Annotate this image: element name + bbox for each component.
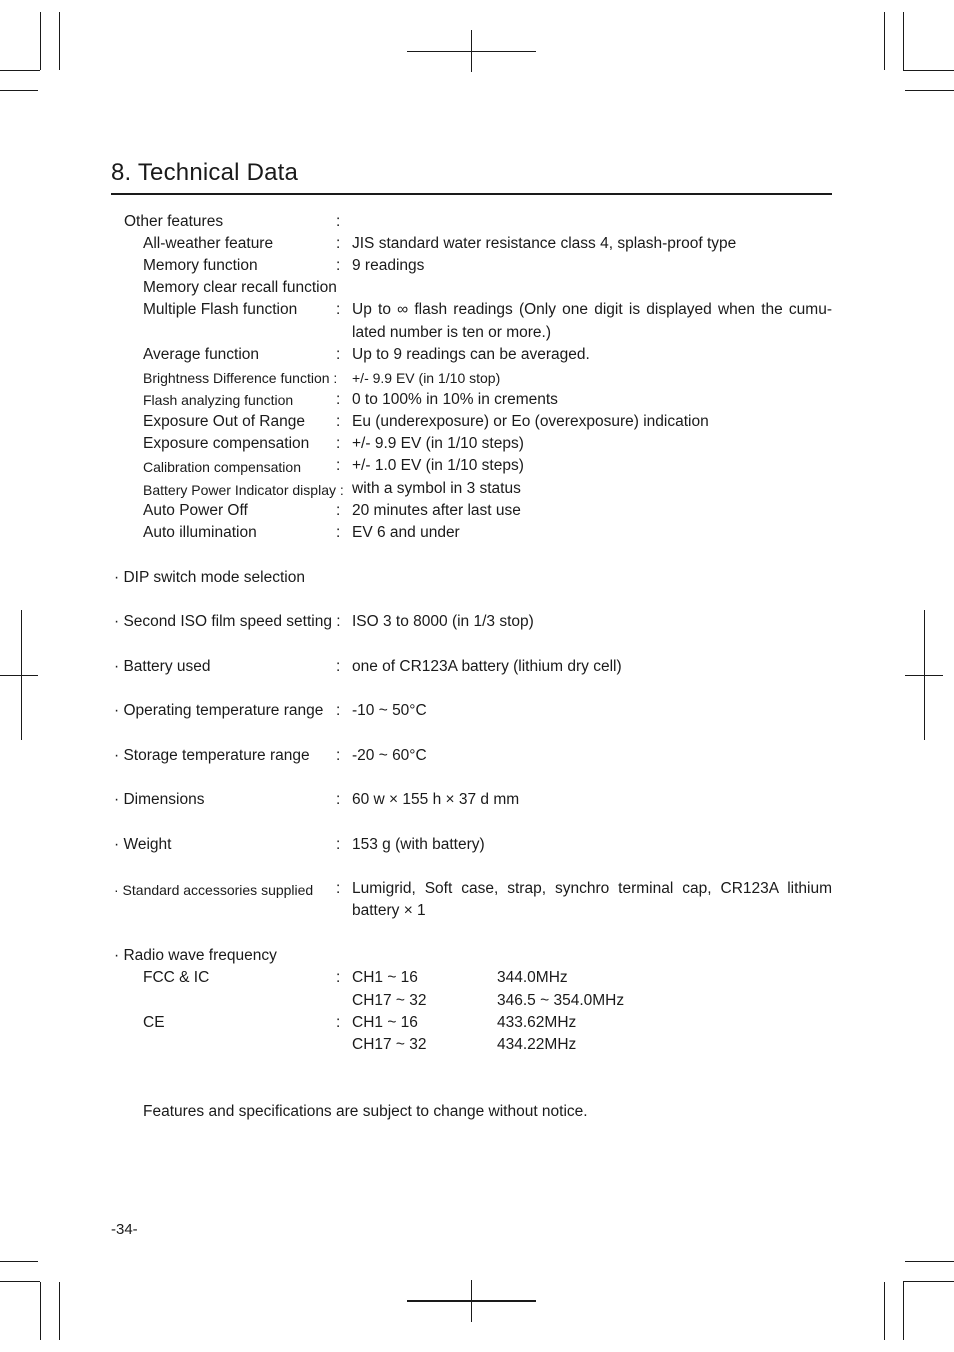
spec-value: one of CR123A battery (lithium dry cell): [352, 658, 622, 675]
spec-value: Eu (underexposure) or Eo (overexposure) indication: [352, 413, 709, 430]
colon: :: [336, 1014, 341, 1031]
spec-value: Up to ∞ flash readings (Only one digit is displayed when the cumu-: [352, 301, 832, 318]
colon: :: [336, 791, 341, 808]
spec-label: Exposure compensation: [143, 435, 310, 452]
spec-label: Average function: [143, 346, 260, 363]
spec-label: Flash analyzing function: [143, 392, 294, 408]
colon: :: [336, 235, 341, 252]
spec-label: · Operating temperature range: [114, 702, 324, 719]
radio-frequency: 344.0MHz: [497, 969, 568, 986]
spec-label: · Standard accessories supplied: [114, 882, 314, 898]
colon: :: [336, 658, 341, 675]
colon: :: [336, 502, 341, 519]
spec-label: · Second ISO film speed setting :: [114, 613, 341, 630]
radio-frequency: 434.22MHz: [497, 1036, 577, 1053]
spec-label: Memory clear recall function: [143, 279, 337, 296]
spec-value: -20 ~ 60°C: [352, 747, 427, 764]
colon: :: [336, 836, 341, 853]
radio-channels: CH17 ~ 32: [352, 992, 427, 1009]
spec-value: JIS standard water resistance class 4, splash-proof type: [352, 235, 737, 252]
radio-label: · Radio wave frequency: [114, 947, 277, 964]
colon: :: [336, 435, 341, 452]
colon: :: [336, 524, 341, 541]
radio-channels: CH17 ~ 32: [352, 1036, 427, 1053]
title-rule: [111, 193, 832, 195]
colon: :: [336, 346, 341, 363]
spec-value: +/- 9.9 EV (in 1/10 stop): [352, 370, 501, 386]
spec-label: Multiple Flash function: [143, 301, 298, 318]
colon: :: [336, 880, 341, 897]
spec-value: EV 6 and under: [352, 524, 460, 541]
colon: :: [336, 747, 341, 764]
spec-label: Auto illumination: [143, 524, 257, 541]
colon: :: [336, 457, 341, 474]
spec-label: · Storage temperature range: [114, 747, 310, 764]
colon: :: [336, 213, 341, 230]
colon: :: [336, 301, 341, 318]
spec-value: 20 minutes after last use: [352, 502, 521, 519]
spec-value: +/- 9.9 EV (in 1/10 steps): [352, 435, 524, 452]
spec-label: Brightness Difference function :: [143, 370, 338, 386]
spec-value: 153 g (with battery): [352, 836, 485, 853]
disclaimer-notice: Features and specifications are subject to change without notice.: [143, 1103, 588, 1120]
other-features-label: Other features: [124, 213, 224, 230]
spec-value: Lumigrid, Soft case, strap, synchro terminal cap, CR123A lithium: [352, 880, 832, 897]
colon: :: [336, 702, 341, 719]
spec-label: · Battery used: [114, 658, 211, 675]
radio-group-name: CE: [143, 1014, 165, 1031]
spec-label: All-weather feature: [143, 235, 274, 252]
spec-value: -10 ~ 50°C: [352, 702, 427, 719]
radio-group-name: FCC & IC: [143, 969, 210, 986]
radio-frequency: 346.5 ~ 354.0MHz: [497, 992, 625, 1009]
spec-value: 9 readings: [352, 257, 425, 274]
radio-frequency: 433.62MHz: [497, 1014, 577, 1031]
spec-value: Up to 9 readings can be averaged.: [352, 346, 590, 363]
page-number: -34-: [111, 1221, 138, 1238]
radio-channels: CH1 ~ 16: [352, 969, 418, 986]
spec-value: +/- 1.0 EV (in 1/10 steps): [352, 457, 524, 474]
spec-label: Battery Power Indicator display :: [143, 482, 344, 498]
colon: :: [336, 257, 341, 274]
spec-value: with a symbol in 3 status: [352, 480, 521, 497]
spec-value: ISO 3 to 8000 (in 1/3 stop): [352, 613, 534, 630]
radio-channels: CH1 ~ 16: [352, 1014, 418, 1031]
page-title: 8. Technical Data: [111, 159, 299, 186]
spec-label: Auto Power Off: [143, 502, 248, 519]
colon: :: [336, 969, 341, 986]
spec-label: Memory function: [143, 257, 258, 274]
spec-label: Calibration compensation: [143, 459, 301, 475]
colon: :: [336, 413, 341, 430]
spec-label: · Dimensions: [114, 791, 205, 808]
spec-value: 60 w × 155 h × 37 d mm: [352, 791, 520, 808]
colon: :: [336, 391, 341, 408]
spec-label: · Weight: [114, 836, 172, 853]
spec-value-continued: lated number is ten or more.): [352, 324, 552, 341]
spec-label: · DIP switch mode selection: [114, 569, 305, 586]
spec-value: 0 to 100% in 10% in crements: [352, 391, 558, 408]
spec-label: Exposure Out of Range: [143, 413, 305, 430]
spec-value-continued: battery × 1: [352, 902, 426, 919]
